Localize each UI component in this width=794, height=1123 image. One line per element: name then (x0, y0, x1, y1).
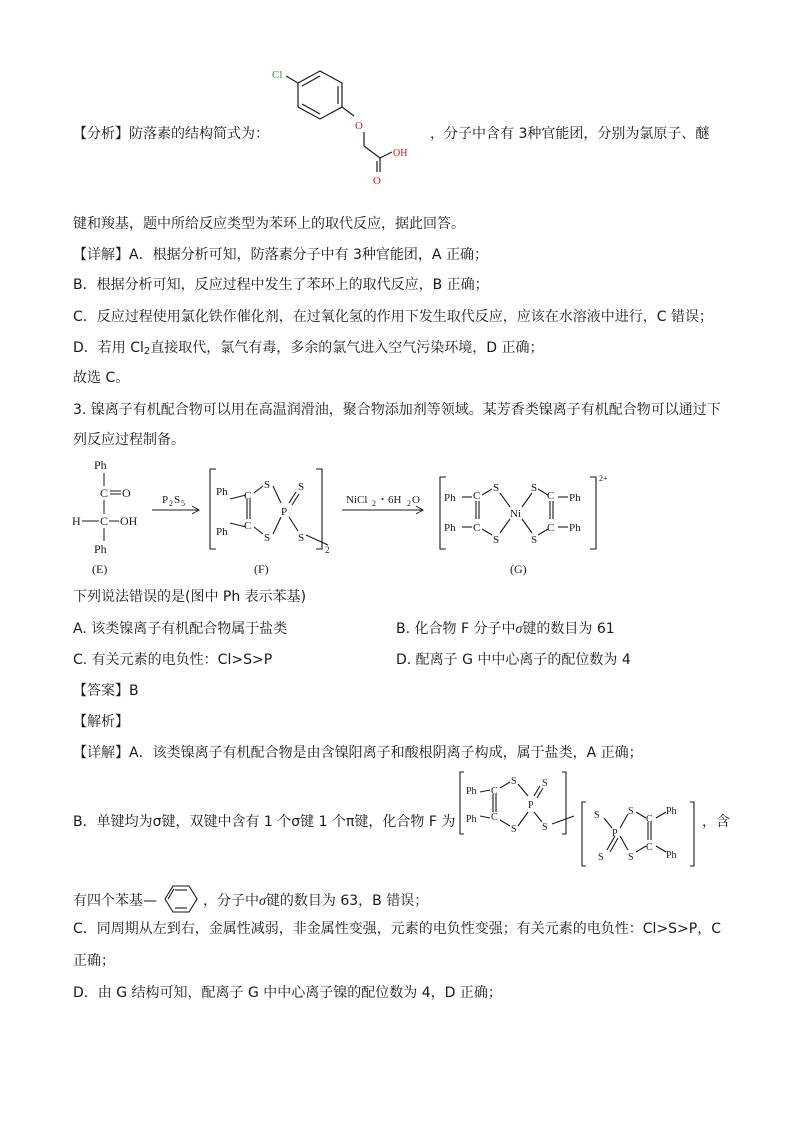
e-c2: C (100, 514, 109, 528)
option-a: A. 该类镍离子有机配合物属于盐类 (73, 621, 288, 637)
reagent2: NiCl (346, 494, 368, 506)
f-p: P (281, 506, 288, 518)
reagent2-sub: 2 (372, 499, 376, 508)
f2-p1: P (528, 800, 534, 811)
detail1-d-sub: 2 (143, 346, 151, 357)
reagent1-s: S (174, 494, 181, 506)
fangluosu-structure (268, 66, 428, 200)
e-oh: OH (120, 514, 138, 528)
detail1-a: 【详解】A．根据分析可知，防落素分子中有 3种官能团，A 正确； (73, 247, 488, 263)
option-b-sigma: σ (515, 622, 523, 637)
g-ph-3: Ph (569, 492, 581, 504)
oh-label: OH (393, 148, 408, 159)
f-sub-2: 2 (325, 545, 330, 555)
f2-c3: C (646, 814, 653, 825)
f2-ph-3: Ph (666, 806, 677, 817)
phenyl-structure (157, 882, 203, 916)
detail1-d-post: 直接取代，氯气有毒，多余的氯气进入空气污染环境，D 正确； (150, 340, 544, 356)
f2-c4: C (646, 842, 653, 853)
f2-s4: S (542, 822, 548, 833)
g-c2: C (473, 522, 481, 534)
g-c4: C (547, 522, 555, 534)
f2-ph-4: Ph (666, 850, 677, 861)
option-b (396, 619, 615, 640)
analysis-line-1 (73, 124, 269, 144)
g-c1: C (473, 490, 481, 502)
jiexi: 【解析】 (73, 714, 129, 730)
answer: 【答案】B (73, 683, 139, 699)
detail1-choose: 故选 C。 (73, 370, 130, 386)
detail2-b2-pre: 有四个苯基— (73, 893, 157, 909)
g-c3: C (547, 490, 555, 502)
f2-c1: C (491, 786, 498, 797)
f-s4: S (298, 532, 305, 544)
f-ph-1: Ph (216, 486, 228, 498)
reagent2-sub2: 2 (407, 499, 411, 508)
g-s1: S (493, 482, 500, 494)
detail1-c: C．反应过程使用氯化铁作催化剂，在过氧化氢的作用下发生取代反应，应该在水溶液中进行，C 错误； (73, 309, 713, 325)
g-s3: S (531, 482, 538, 494)
f-c1: C (244, 490, 252, 502)
f2-s3: S (542, 778, 548, 789)
detail1-d-pre: D．若用 Cl (73, 340, 144, 356)
f2-s7: S (628, 852, 634, 863)
reagent1-5: 5 (181, 499, 185, 508)
label-g: (G) (510, 562, 527, 576)
detail1-b: B．根据分析可知，反应过程中发生了苯环上的取代反应，B 正确； (73, 277, 489, 293)
detail2-b-post: ，含 (702, 814, 730, 830)
analysis-line-2: 键和羧基，题中所给反应类型为苯环上的取代反应，据此回答。 (73, 216, 465, 232)
ether-o-label: O (355, 120, 363, 132)
g-s2: S (493, 534, 500, 546)
f2-s8: S (598, 852, 604, 863)
q3-line-2: 列反应过程制备。 (73, 432, 185, 448)
q3-line-1: 3. 镍离子有机配合物可以用在高温润滑油，聚合物添加剂等领域。某芳香类镍离子有机配合物可以通过下 (73, 402, 721, 418)
f2-p2: P (612, 828, 618, 839)
reagent2-post: ・6H (377, 494, 402, 506)
detail2-a: 【详解】A．该类镍离子有机配合物是由含镍阳离子和酸根阴离子构成，属于盐类，A 正确； (73, 745, 643, 761)
detail2-c1: C．同周期从左到右，金属性减弱，非金属性变强，元素的电负性变强；有关元素的电负性：Cl>S>P，C (73, 921, 722, 937)
e-ph-bottom: Ph (94, 542, 107, 556)
f-ph-2: Ph (216, 526, 228, 538)
option-d: D. 配离子 G 中中心离子的配位数为 4 (396, 652, 631, 668)
f2-c2: C (491, 812, 498, 823)
g-ph-2: Ph (444, 522, 456, 534)
detail2-b-pre: B．单键均为σ键，双键中含有 1 个σ键 1 个π键，化合物 F 为 (73, 814, 456, 830)
e-c1: C (100, 486, 109, 500)
label-e: (E) (92, 562, 108, 576)
option-b-pre: B. 化合物 F 分子中 (396, 621, 516, 637)
f-s2: S (264, 532, 271, 544)
g-charge: 2+ (599, 474, 608, 483)
reagent1-p: P (162, 494, 169, 506)
e-h: H (72, 514, 81, 528)
cl-label: Cl (272, 69, 283, 81)
e-o: O (122, 486, 131, 500)
option-c: C. 有关元素的电负性：Cl>S>P (73, 652, 273, 668)
detail2-b2 (73, 882, 428, 916)
detail2-b2-sigma: σ (259, 894, 266, 909)
f2-ph-1: Ph (466, 786, 477, 797)
f-s3: S (298, 481, 305, 493)
detail2-b2-mid: ，分子中 (203, 893, 259, 909)
reaction-scheme (70, 455, 630, 580)
f2-s2: S (511, 824, 517, 835)
analysis-prefix: 【分析】防落素的结构简式为： (73, 126, 269, 142)
e-ph-top: Ph (94, 458, 107, 472)
g-ph-1: Ph (444, 492, 456, 504)
g-ni: Ni (510, 508, 521, 520)
g-ph-4: Ph (569, 522, 581, 534)
compound-f-structure (458, 768, 698, 870)
f2-s1: S (511, 776, 517, 787)
g-s4: S (531, 534, 538, 546)
f-s1: S (264, 479, 271, 491)
f2-s5: S (594, 810, 600, 821)
q3-ask: 下列说法错误的是(图中 Ph 表示苯基) (73, 589, 307, 605)
f2-s6: S (628, 806, 634, 817)
analysis-suffix: ，分子中含有 3种官能团，分别为氯原子、醚 (430, 126, 710, 142)
f-c2: C (244, 520, 252, 532)
analysis-suffix-line (430, 124, 709, 144)
reagent1-2: 2 (169, 499, 173, 508)
carbonyl-o-label: O (373, 175, 381, 187)
detail2-d: D．由 G 结构可知，配离子 G 中中心离子镍的配位数为 4，D 正确； (73, 985, 502, 1001)
f2-ph-2: Ph (466, 814, 477, 825)
reagent2-o: O (412, 494, 420, 506)
detail2-c2: 正确； (73, 953, 115, 969)
option-b-post: 键的数目为 61 (522, 621, 615, 637)
detail1-d (73, 338, 544, 362)
detail2-b2-post: 键的数目为 63，B 错误； (265, 893, 429, 909)
label-f: (F) (254, 562, 269, 576)
